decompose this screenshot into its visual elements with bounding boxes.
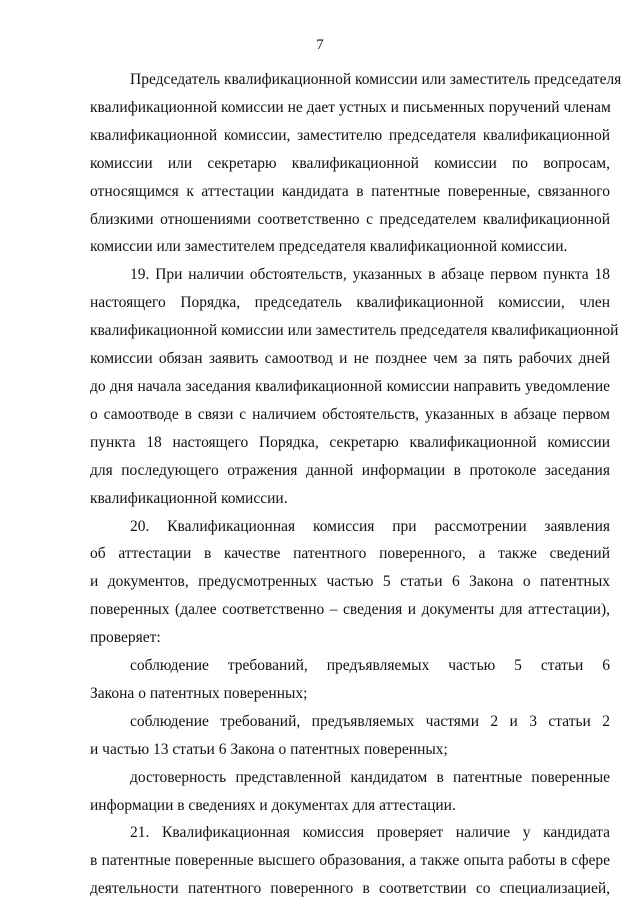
text-line: близкими отношениями соответственно с председателем квалификационной (90, 210, 610, 228)
text-line: деятельности патентного поверенного в соответствии со специализацией, (90, 880, 610, 898)
text-line: и документов, предусмотренных частью 5 статьи 6 Закона о патентных (90, 573, 610, 591)
text-line: комиссии или секретарю квалификационной комиссии по вопросам, (90, 154, 610, 172)
text-line: до дня начала заседания квалификационной комиссии направить уведомление (90, 377, 610, 395)
text-line: о самоотводе в связи с наличием обстоятельств, указанных в абзаце первом (90, 405, 610, 423)
text-line: соблюдение требований, предъявляемых частью 5 статьи 6 (130, 657, 610, 675)
text-line: Председатель квалификационной комиссии или заместитель председателя (130, 71, 622, 88)
text-line: квалификационной комиссии. (90, 489, 288, 507)
text-line: соблюдение требований, предъявляемых частями 2 и 3 статьи 2 (130, 712, 610, 730)
text-line: квалификационной комиссии, заместителю председателя квалификационной (90, 126, 610, 144)
text-line: 19. При наличии обстоятельств, указанных в абзаце первом пункта 18 (130, 266, 610, 284)
text-line: и частью 13 статьи 6 Закона о патентных поверенных; (90, 740, 448, 758)
paragraph-20 (90, 513, 610, 653)
list-item (90, 652, 610, 708)
text-line: в патентные поверенные высшего образования, а также опыта работы в сфере (90, 852, 610, 870)
text-line: пункта 18 настоящего Порядка, секретарю квалификационной комиссии (90, 433, 610, 451)
text-line: 20. Квалификационная комиссия при рассмотрении заявления (130, 517, 610, 535)
paragraph-1 (90, 66, 622, 261)
list-item (90, 708, 610, 764)
text-line: для последующего отражения данной информации в протоколе заседания (90, 461, 610, 479)
text-line: об аттестации в качестве патентного поверенного, а также сведений (90, 545, 610, 563)
text-line: настоящего Порядка, председатель квалификационной комиссии, член (90, 294, 610, 312)
text-line: относящимся к аттестации кандидата в патентные поверенные, связанного (90, 182, 610, 200)
page-number: 7 (316, 37, 324, 53)
paragraph-21 (90, 819, 610, 903)
text-line: проверяет: (90, 629, 161, 647)
text-line: квалификационной комиссии не дает устных и письменных поручений членам (90, 98, 611, 116)
paragraph-19 (90, 261, 619, 512)
text-line: квалификационной комиссии или заместитель председателя квалификационной (90, 322, 619, 340)
document-body (90, 66, 622, 903)
text-line: комиссии или заместителем председателя квалификационной комиссии. (90, 238, 568, 256)
text-line: информации в сведениях и документах для аттестации. (90, 796, 456, 814)
text-line: 21. Квалификационная комиссия проверяет наличие у кандидата (130, 824, 610, 842)
list-item (90, 764, 610, 820)
text-line: Закона о патентных поверенных; (90, 684, 308, 702)
text-line: достоверность представленной кандидатом в патентные поверенные (130, 768, 610, 786)
text-line: комиссии обязан заявить самоотвод и не позднее чем за пять рабочих дней (90, 350, 610, 368)
text-line: поверенных (далее соответственно – сведения и документы для аттестации), (90, 601, 610, 619)
